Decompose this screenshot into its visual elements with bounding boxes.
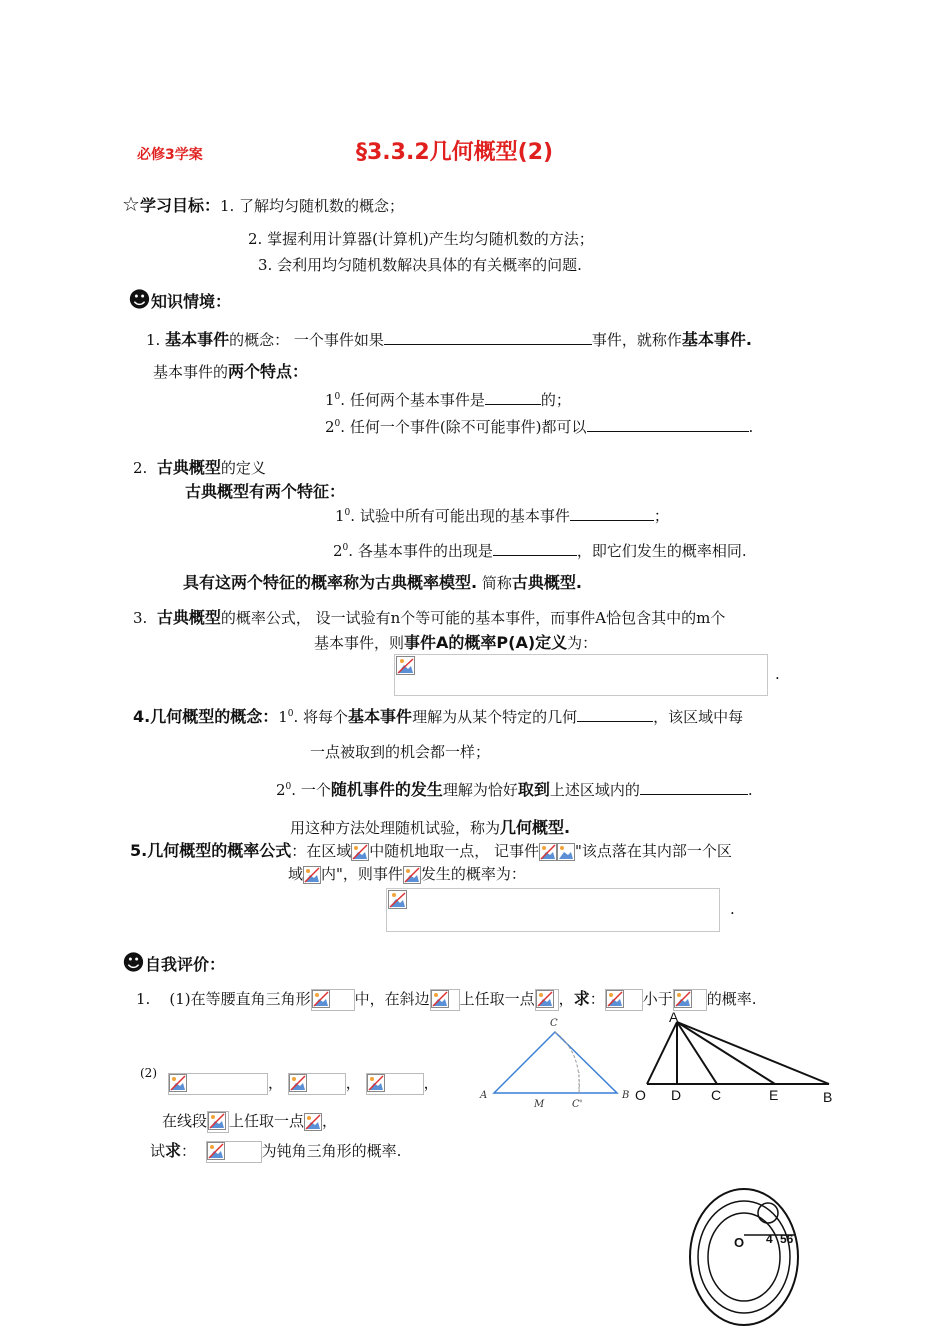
goals-heading: 学习目标： — [139, 196, 220, 215]
basic-event-features: 基本事件的两个特点： — [153, 362, 309, 381]
image-placeholder — [535, 989, 559, 1011]
goal-item-1: 1. 了解均匀随机数的概念； — [219, 197, 405, 215]
image-placeholder — [366, 1073, 424, 1095]
label-56: 56 — [780, 1232, 794, 1246]
fill-blank[interactable] — [577, 706, 653, 722]
concentric-circles-figure — [686, 1183, 806, 1331]
item-5-line-2: 域 内"，则事件 发生的概率为： — [288, 865, 526, 883]
label-O: O — [635, 1087, 646, 1103]
star-icon: ☆ — [122, 192, 140, 216]
fill-blank[interactable] — [640, 779, 748, 795]
classical-feature-1: $1^0$. 试验中所有可能出现的基本事件 ； — [335, 507, 669, 525]
image-placeholder — [207, 1111, 229, 1133]
smiley-icon: ☻ — [128, 288, 151, 313]
label-A: A — [669, 1010, 679, 1025]
label-B: B — [823, 1089, 833, 1104]
broken-image-icon — [403, 866, 421, 884]
broken-image-icon — [396, 656, 416, 676]
broken-image-icon — [388, 890, 408, 910]
exercise-1-part-2-label: (2) — [140, 1066, 157, 1080]
classical-model-summary: 具有这两个特征的概率称为古典概率模型. 简称古典概型. — [183, 573, 582, 592]
classical-feature-2: $2^0$. 各基本事件的出现是 ，即它们发生的概率相同. — [333, 542, 747, 560]
fill-blank[interactable] — [587, 416, 749, 432]
smiley-icon: ☻ — [122, 951, 145, 976]
image-placeholder — [288, 1073, 346, 1095]
exercise-1-question: 试求： 为钝角三角形的概率. — [150, 1138, 401, 1163]
image-placeholder — [430, 989, 460, 1011]
broken-image-icon — [539, 843, 557, 861]
knowledge-item-2: 2. 古典概型的定义 — [133, 458, 266, 477]
image-placeholder — [673, 989, 707, 1011]
classical-model-features-heading: 古典概型有两个特征： — [185, 482, 346, 501]
formula-image-frame — [394, 654, 768, 696]
formula-end-period: . — [775, 665, 780, 683]
label-E: E — [769, 1087, 779, 1103]
header-course-label: 必修3学案 — [137, 147, 203, 163]
geometric-concept-line-2: 一点被取到的机会都一样； — [310, 743, 491, 761]
knowledge-item-3: 3. 古典概型的概率公式， 设一试验有n个等可能的基本事件，而事件A恰包含其中的m个 — [133, 608, 726, 627]
page-title: §3.3.2几何概型(2) — [356, 140, 554, 165]
exercise-1-part-2-conditions: ， ， ， — [168, 1072, 439, 1095]
knowledge-item-1: 1. 基本事件的概念： 一个事件如果 事件，就称作基本事件. — [146, 330, 752, 349]
label-C: C — [711, 1087, 722, 1103]
formula-image-frame — [386, 888, 720, 932]
broken-image-icon — [557, 843, 575, 861]
label-C-prime: C' — [572, 1099, 583, 1110]
fill-blank[interactable] — [570, 505, 654, 521]
geometric-model-summary: 用这种方法处理随机试验，称为几何概型. — [290, 818, 571, 837]
basic-event-feature-1: $1^0$. 任何两个基本事件是 的； — [325, 391, 571, 409]
segment-figure — [633, 1010, 843, 1104]
knowledge-item-5: 5.几何概型的概率公式：在区域 中随机地取一点， 记事件 "该点落在其内部一个区 — [130, 841, 732, 860]
fill-blank[interactable] — [485, 389, 541, 405]
label-M: M — [534, 1099, 545, 1110]
formula-end-period: . — [730, 900, 735, 918]
self-eval-heading: 自我评价： — [144, 955, 225, 974]
label-C: C — [550, 1018, 558, 1029]
fill-blank[interactable] — [384, 329, 592, 345]
label-O: O — [734, 1235, 745, 1250]
goal-item-2: 2. 掌握利用计算器(计算机)产生均匀随机数的方法； — [248, 230, 594, 248]
fill-blank[interactable] — [493, 540, 577, 556]
knowledge-item-4: 4.几何概型的概念：$1^0$. 将每个基本事件理解为从某个特定的几何 ，该区域中每 — [133, 707, 744, 726]
knowledge-heading-line — [128, 288, 231, 313]
goal-item-3: 3. 会利用均匀随机数解决具体的有关概率的问题. — [258, 256, 582, 274]
goals-heading-line — [122, 192, 404, 216]
exercise-1-part-1: 1. (1)在等腰直角三角形 中，在斜边 上任取一点 ，求： 小于 的概率. — [136, 986, 757, 1011]
triangle-figure — [472, 1012, 642, 1112]
label-4: 4 — [766, 1232, 773, 1246]
label-B: B — [622, 1090, 630, 1101]
image-placeholder — [311, 989, 355, 1011]
probability-definition-line: 基本事件，则事件A的概率P(A)定义为： — [314, 633, 598, 652]
basic-event-feature-2: $2^0$. 任何一个事件(除不可能事件)都可以 . — [325, 418, 754, 436]
self-eval-heading-line — [122, 951, 225, 976]
knowledge-heading: 知识情境： — [150, 292, 231, 311]
image-placeholder — [605, 989, 643, 1011]
broken-image-icon — [303, 866, 321, 884]
image-placeholder — [206, 1141, 262, 1163]
exercise-1-segment-line: 在线段 上任取一点 ， — [162, 1110, 337, 1133]
geometric-concept-point-2: $2^0$. 一个随机事件的发生理解为恰好取到上述区域内的 . — [276, 780, 753, 799]
label-D: D — [671, 1087, 682, 1103]
label-A: A — [480, 1090, 488, 1101]
broken-image-icon — [304, 1113, 322, 1131]
broken-image-icon — [351, 843, 369, 861]
image-placeholder — [168, 1073, 268, 1095]
